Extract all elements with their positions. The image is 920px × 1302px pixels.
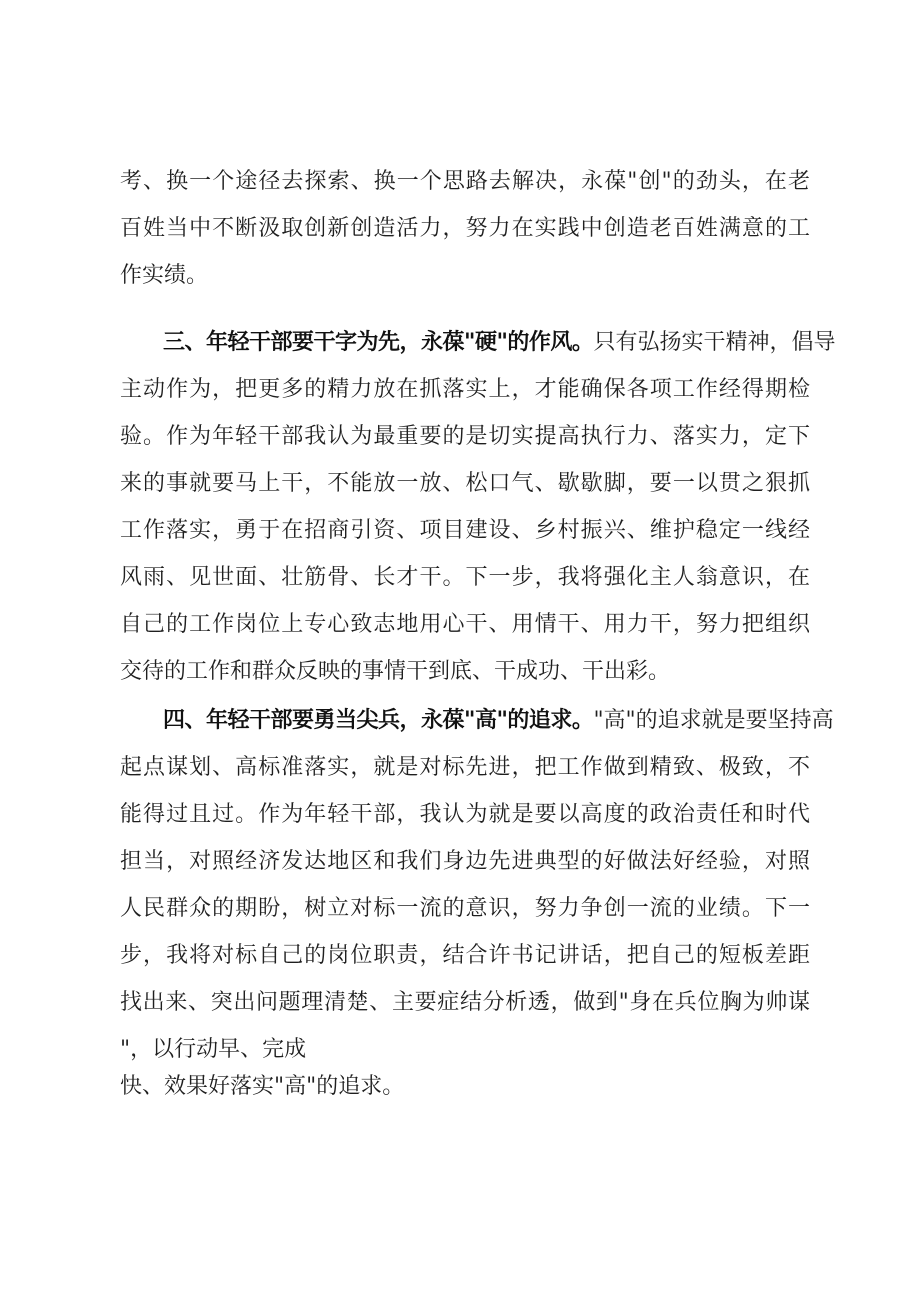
section-heading: 三、年轻干部要干字为先，永葆"硬"的作风。	[163, 330, 594, 355]
paragraph-line: 担当，对照经济发达地区和我们身边先进典型的好做法好经验，对照	[120, 849, 810, 874]
paragraph-line: 找出来、突出问题理清楚、主要症结分析透，做到"身在兵位胸为帅谋	[120, 990, 810, 1015]
paragraph-line: 步，我将对标自己的岗位职责，结合许书记讲话，把自己的短板差距	[120, 943, 810, 968]
paragraph-line: 自己的工作岗位上专心致志地用心干、用情干、用力干，努力把组织	[120, 612, 810, 637]
section-text: 只有弘扬实干精神，倡导	[593, 330, 836, 355]
paragraph-line: 交待的工作和群众反映的事情干到底、干成功、干出彩。	[120, 659, 671, 684]
paragraph-line: 验。作为年轻干部我认为最重要的是切实提高执行力、落实力，定下	[120, 424, 810, 449]
paragraph-line: 能得过且过。作为年轻干部，我认为就是要以高度的政治责任和时代	[120, 802, 810, 827]
paragraph-line: 考、换一个途径去探索、换一个思路去解决，永葆"创"的劲头，在老	[120, 169, 810, 194]
paragraph-line: 工作落实，勇于在招商引资、项目建设、乡村振兴、维护稳定一线经	[120, 518, 810, 543]
paragraph-line: 起点谋划、高标准落实，就是对标先进，把工作做到精致、极致，不	[120, 755, 810, 780]
paragraph-line: 风雨、见世面、壮筋骨、长才干。下一步，我将强化主人翁意识，在	[120, 565, 810, 590]
paragraph-line: 百姓当中不断汲取创新创造活力，努力在实践中创造老百姓满意的工	[120, 216, 810, 241]
paragraph-line: 人民群众的期盼，树立对标一流的意识，努力争创一流的业绩。下一	[120, 896, 810, 921]
paragraph-line: 快、效果好落实"高"的追求。	[120, 1074, 405, 1099]
section-first-line	[163, 323, 836, 363]
paragraph-line: 主动作为，把更多的精力放在抓落实上，才能确保各项工作经得期检	[120, 377, 810, 402]
section-heading: 四、年轻干部要勇当尖兵，永葆"高"的追求。	[163, 708, 594, 733]
section-first-line	[163, 701, 834, 741]
paragraph-line: "，以行动早、完成	[120, 1037, 307, 1062]
section-text: "高"的追求就是要坚持高	[593, 708, 834, 733]
paragraph-line: 来的事就要马上干，不能放一放、松口气、歇歇脚，要一以贯之狠抓	[120, 471, 810, 496]
paragraph-line: 作实绩。	[120, 263, 209, 288]
